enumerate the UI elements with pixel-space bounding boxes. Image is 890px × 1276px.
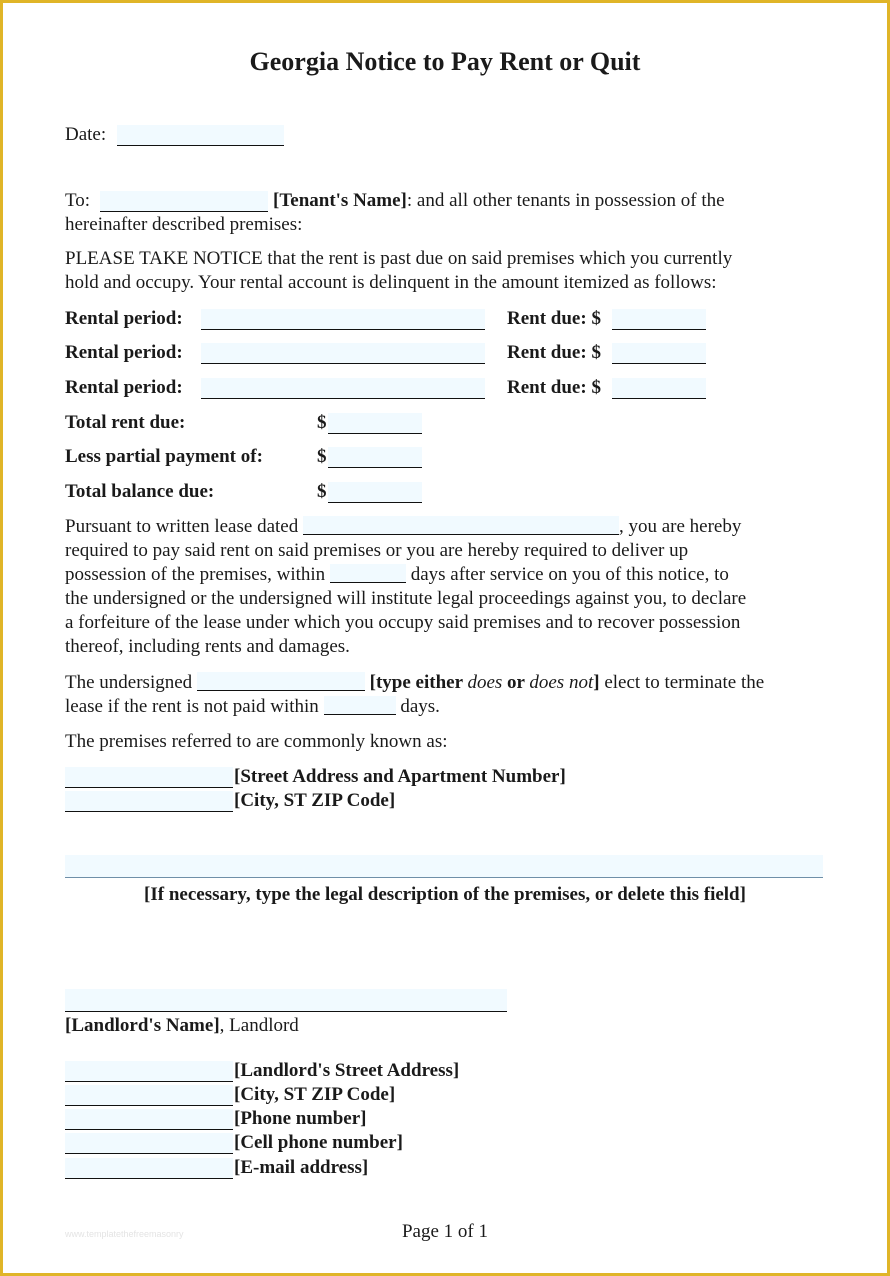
rent-due-label: Rent due: $ (507, 342, 601, 363)
lease-text: Pursuant to written lease dated (65, 516, 299, 537)
dollar-sign: $ (317, 412, 327, 433)
rental-period-label: Rental period: (65, 342, 183, 363)
days-field[interactable] (330, 564, 406, 583)
total-rent-due-label: Total rent due: (65, 412, 186, 433)
to-label: To: (65, 190, 91, 211)
landlord-name-label: [Landlord's Name] (65, 1015, 220, 1036)
notice-line1: PLEASE TAKE NOTICE that the rent is past due on said premises which you currently (65, 248, 733, 269)
premises-text: The premises referred to are commonly known as: (65, 731, 448, 752)
phone-label: [Phone number] (234, 1108, 367, 1129)
to-text-line2: hereinafter described premises: (65, 214, 303, 235)
total-balance-label: Total balance due: (65, 481, 215, 502)
lease-paragraph-line2: required to pay said rent on said premises or you are hereby required to deliver up (65, 540, 689, 561)
dollar-sign: $ (317, 446, 327, 467)
undersigned-text: The undersigned (65, 672, 193, 693)
tenant-placeholder: [Tenant's Name] (273, 190, 407, 211)
lease-paragraph-line5: a forfeiture of the lease under which you occupy said premises and to recover possession (65, 612, 741, 633)
total-rent-due-field[interactable] (328, 413, 422, 434)
city-zip-label: [City, ST ZIP Code] (234, 790, 396, 811)
rent-due-field[interactable] (612, 343, 706, 364)
undersigned-text: elect to terminate the (599, 672, 765, 693)
dollar-sign: $ (317, 481, 327, 502)
terminate-days-field[interactable] (324, 696, 396, 715)
email-label: [E-mail address] (234, 1157, 369, 1178)
rental-period-field[interactable] (201, 378, 485, 399)
rental-period-label: Rental period: (65, 308, 183, 329)
street-address-label: [Street Address and Apartment Number] (234, 766, 566, 787)
undersigned-text: lease if the rent is not paid within (65, 696, 319, 717)
notice-line2: hold and occupy. Your rental account is delinquent in the amount itemized as follows: (65, 272, 717, 293)
city-zip-field[interactable] (65, 791, 233, 812)
lease-text: days after service on you of this notice, to (410, 564, 729, 585)
phone-field[interactable] (65, 1109, 233, 1130)
date-label: Date: (65, 124, 107, 145)
tenant-name-field[interactable] (100, 191, 268, 212)
rental-period-label: Rental period: (65, 377, 183, 398)
lease-text: possession of the premises, within (65, 564, 326, 585)
rent-due-label: Rent due: $ (507, 377, 601, 398)
undersigned-text: days. (400, 696, 440, 717)
undersigned-line2 (65, 695, 440, 719)
lease-text: , you are hereby (618, 516, 742, 537)
landlord-street-field[interactable] (65, 1061, 233, 1082)
page-title: Georgia Notice to Pay Rent or Quit (249, 47, 641, 76)
landlord-street-label: [Landlord's Street Address] (234, 1060, 460, 1081)
cell-phone-field[interactable] (65, 1133, 233, 1154)
type-either-instruction: [type either does or does not] (369, 672, 600, 693)
total-balance-field[interactable] (328, 482, 422, 503)
street-address-field[interactable] (65, 767, 233, 788)
landlord-city-field[interactable] (65, 1085, 233, 1106)
lease-paragraph-line6: thereof, including rents and damages. (65, 636, 350, 657)
email-field[interactable] (65, 1158, 233, 1179)
lease-paragraph-line3 (65, 563, 729, 587)
lease-paragraph-line4: the undersigned or the undersigned will institute legal proceedings against you, to declare (65, 588, 747, 609)
page-number: Page 1 of 1 (401, 1221, 488, 1242)
cell-phone-label: [Cell phone number] (234, 1132, 403, 1153)
lease-paragraph-line1 (65, 515, 741, 539)
rent-due-field[interactable] (612, 378, 706, 399)
landlord-signature-field[interactable] (65, 989, 507, 1012)
landlord-name-line (65, 1014, 299, 1038)
rental-period-field[interactable] (201, 343, 485, 364)
to-text: : and all other tenants in possession of the (406, 190, 725, 211)
lease-date-field[interactable] (303, 516, 619, 535)
does-or-does-not-field[interactable] (197, 672, 365, 691)
rent-due-field[interactable] (612, 309, 706, 330)
date-field[interactable] (117, 125, 284, 146)
legal-description-field[interactable] (65, 855, 823, 878)
undersigned-line1 (65, 671, 764, 695)
landlord-suffix: , Landlord (219, 1015, 299, 1036)
partial-payment-label: Less partial payment of: (65, 446, 263, 467)
rent-due-label: Rent due: $ (507, 308, 601, 329)
legal-description-label: [If necessary, type the legal description of the premises, or delete this field] (144, 884, 746, 905)
landlord-city-label: [City, ST ZIP Code] (234, 1084, 396, 1105)
watermark: www.templatethefreemasonry (65, 1229, 184, 1239)
rental-period-field[interactable] (201, 309, 485, 330)
partial-payment-field[interactable] (328, 447, 422, 468)
